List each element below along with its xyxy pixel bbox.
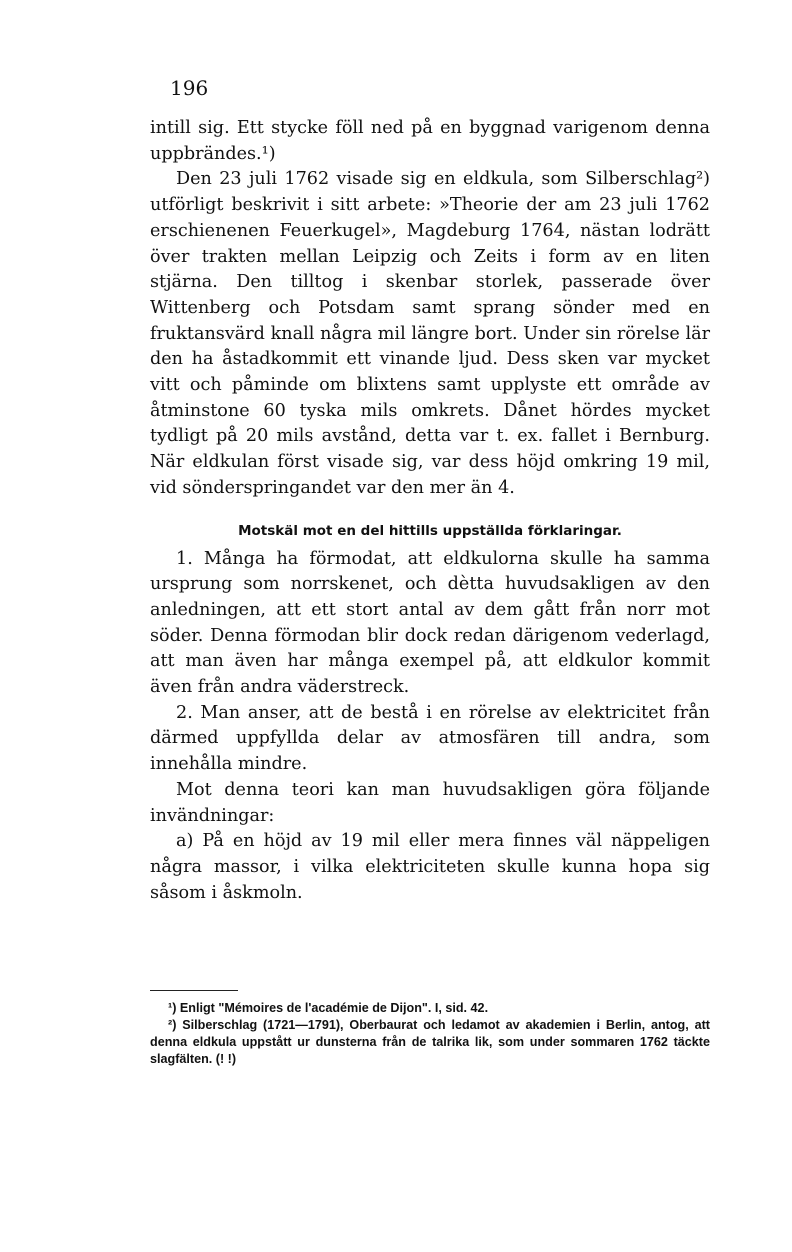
paragraph-continuation: intill sig. Ett stycke föll ned på en byggnad varigenom denna uppbrändes.¹) <box>150 118 710 164</box>
paragraph-eldkula-1762: Den 23 juli 1762 visade sig en eldkula, som Silberschlag²) utförligt beskrivit i sitt arbete: »Theorie der am 23 juli 1762 erschienenen Feuerkugel», Magdeburg 1764, nästan lodrätt över trakten mellan Leipzig och Zeits i form av en liten stjärna. Den tilltog i skenbar storlek, passerade över Wittenberg och Potsdam samt sprang sönder med en fruktansvärd knall några mil längre bort. Under sin rörelse lär den ha åstadkommit ett vinande ljud. Dess sken var mycket vitt och påminde om blixtens samt upplyste ett område av åtminstone 60 tyska mils omkrets. Dånet hördes mycket tydligt på 20 mils avstånd, detta var t. ex. fallet i Bernburg. När eldkulan först visade sig, var dess höjd omkring 19 mil, vid sönderspringandet var den mer än 4. <box>150 169 710 498</box>
footnote-2: ²) Silberschlag (1721—1791), Oberbaurat och ledamot av akademien i Berlin, antog, att denna eldkula uppstått ur dunsterna från de talrika lik, som under sommaren 1762 täckte slagfälten. (! !) <box>150 1018 710 1066</box>
paragraph-objection-a: a) På en höjd av 19 mil eller mera finnes väl näppeligen några massor, i vilka elektriciteten skulle kunna hopa sig såsom i åskmoln. <box>150 831 710 903</box>
footnote-rule <box>150 990 238 991</box>
paragraph-objections-intro: Mot denna teori kan man huvudsakligen göra följande invändningar: <box>150 779 710 826</box>
footnote-1: ¹) Enligt "Mémoires de l'académie de Dijon". I, sid. 42. <box>168 1001 489 1015</box>
paragraph-point-1: 1. Många ha förmodat, att eldkulorna skulle ha samma ursprung som norrskenet, och dètta huvudsakligen av den anledningen, att ett stort antal av dem gått från norr mot söder. Denna förmodan blir dock redan därigenom vederlagd, att man även har många exempel på, att eldkulor kommit även från andra väderstreck. <box>150 548 710 698</box>
footnotes <box>150 1000 710 1068</box>
page-number: 196 <box>170 76 209 100</box>
body-text <box>150 116 710 906</box>
section-heading: Motskäl mot en del hittills uppställda förklaringar. <box>238 522 622 539</box>
paragraph-point-2: 2. Man anser, att de bestå i en rörelse av elektricitet från därmed uppfyllda delar av atmosfären till andra, som innehålla mindre. <box>150 702 710 775</box>
